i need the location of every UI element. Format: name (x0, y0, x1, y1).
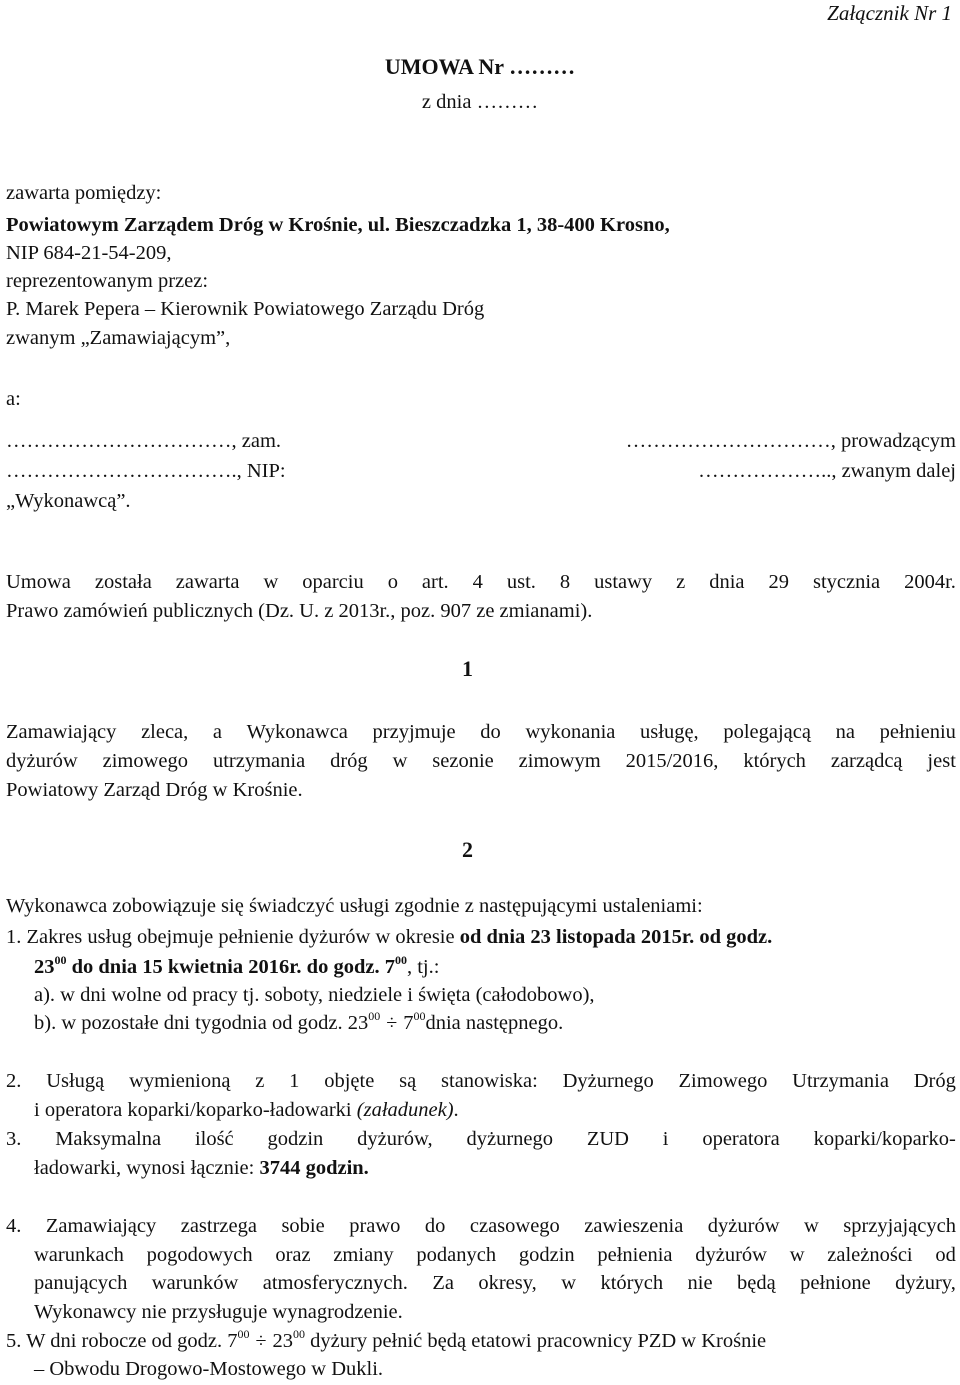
word: utrzymania (212, 750, 306, 772)
word: godzin (518, 1244, 575, 1266)
section-1-line-2 (6, 748, 956, 774)
word: Za (432, 1272, 454, 1294)
word: Utrzymania (792, 1070, 889, 1092)
word: w (263, 571, 279, 593)
word: polegającą (723, 721, 811, 743)
word: Zimowego (678, 1070, 768, 1092)
section-1-line-3: Powiatowy Zarząd Dróg w Krośnie. (6, 779, 303, 801)
word: Zamawiający (45, 1215, 157, 1237)
word: 2. (6, 1070, 22, 1092)
word: zmiany (333, 1244, 394, 1266)
word: ustawy (594, 571, 653, 593)
word: dyżury, (895, 1272, 956, 1294)
word: Maksymalna (55, 1128, 162, 1150)
word: warunków (151, 1272, 239, 1294)
item-4-line-2 (34, 1242, 956, 1268)
word: usługę, (640, 721, 699, 743)
word: dyżurów (6, 750, 78, 772)
item-1-line-1: 1. Zakres usług obejmuje pełnienie dyżurów w okresie od dnia 23 listopada 2015r. od godz. (6, 926, 773, 948)
word: z (676, 571, 686, 593)
contract-date: z dnia ……… (421, 91, 539, 113)
word: koparki/koparko- (813, 1128, 956, 1150)
word: 3. (6, 1128, 22, 1150)
word: ust. (506, 571, 536, 593)
word: ZUD (586, 1128, 629, 1150)
word: 29 (768, 571, 789, 593)
word: zimowym (518, 750, 601, 772)
word: są (399, 1070, 417, 1092)
parties-intro: zawarta pomiędzy: (6, 182, 162, 204)
item-5-line-1: 5. W dni robocze od godz. $7^{00} \div 23^{00}$ dyżury pełnić będą etatowi pracownicy PZD w Krośnie (6, 1327, 767, 1352)
item-1-line-2: $23^{00}$ do dnia 15 kwietnia 2016r. do godz. $7^{00}$, tj.: (34, 953, 440, 978)
contract-title: UMOWA Nr ……… (384, 54, 576, 79)
word: pełnieniu (879, 721, 956, 743)
item-5-line-2: – Obwodu Drogowo-Mostowego w Dukli. (34, 1358, 384, 1380)
word: atmosferycznych. (262, 1272, 408, 1294)
word: wymienioną (129, 1070, 231, 1092)
word: na (835, 721, 855, 743)
contractor-line-3: „Wykonawcą”. (6, 490, 131, 512)
word: do (424, 1215, 446, 1237)
word: zleca, (141, 721, 189, 743)
word: o (387, 571, 398, 593)
word: wykonania (525, 721, 616, 743)
representative: P. Marek Pepera – Kierownik Powiatowego Zarządu Dróg (6, 298, 485, 320)
word: Usługą (46, 1070, 105, 1092)
word: art. (421, 571, 449, 593)
word: 4. (6, 1215, 22, 1237)
item-4-line-4: Wykonawcy nie przysługuje wynagrodzenie. (34, 1301, 403, 1323)
item-1-a: a). w dni wolne od pracy tj. soboty, niedziele i święta (całodobowo), (34, 984, 595, 1006)
contractor-line-2: ……………………………., NIP: ……………….., zwanym dalej (6, 460, 956, 482)
word: oparciu (302, 571, 364, 593)
word: w (803, 1215, 819, 1237)
party1-nip: NIP 684-21-54-209, (6, 242, 172, 264)
called-ordering-party: zwanym „Zamawiającym”, (6, 327, 231, 349)
word: z (255, 1070, 265, 1092)
word: oraz (275, 1244, 311, 1266)
contractor-line-1: ……………………………, zam. …………………………, prowadzącym (6, 430, 956, 452)
word: będą (736, 1272, 776, 1294)
attachment-label: Załącznik Nr 1 (827, 1, 952, 25)
item-2-line-2: i operatora koparki/koparko-ładowarki (załadunek). (34, 1099, 459, 1121)
word: pogodowych (146, 1244, 253, 1266)
word: stycznia (812, 571, 881, 593)
word: Wykonawca (246, 721, 348, 743)
word: 2004r. (904, 571, 956, 593)
word: dróg (330, 750, 368, 772)
word: a (212, 721, 223, 743)
item-3-line-1 (6, 1126, 956, 1152)
item-4-line-3 (34, 1270, 956, 1296)
section-2-intro: Wykonawca zobowiązuje się świadczyć usługi zgodnie z następującymi ustaleniami: (6, 895, 703, 917)
represented-by: reprezentowanym przez: (6, 270, 209, 292)
word: do (480, 721, 501, 743)
word: nie (687, 1272, 713, 1294)
word: warunkach (34, 1244, 124, 1266)
word: 2015/2016, (625, 750, 719, 772)
word: godzin (267, 1128, 324, 1150)
word: zarządcą (830, 750, 903, 772)
word: okresy, (478, 1272, 537, 1294)
word: Dróg (913, 1070, 956, 1092)
word: pełnione (800, 1272, 871, 1294)
and-label: a: (6, 388, 21, 410)
word: i (662, 1128, 669, 1150)
word: zimowego (102, 750, 189, 772)
word: operatora (702, 1128, 780, 1150)
word: przyjmuje (372, 721, 456, 743)
word: 4 (472, 571, 483, 593)
word: w (789, 1244, 805, 1266)
word: sezonie (432, 750, 494, 772)
word: została (94, 571, 152, 593)
section-2-heading: 2 (462, 837, 473, 862)
word: jest (927, 750, 956, 772)
word: objęte (324, 1070, 375, 1092)
word: 1 (289, 1070, 300, 1092)
word: zastrzega (180, 1215, 257, 1237)
word: Zamawiający (6, 721, 117, 743)
word: zawieszenia (584, 1215, 684, 1237)
word: sprzyjających (843, 1215, 956, 1237)
item-1-b: b). w pozostałe dni tygodnia od godz. $23^{00}$ ÷ $7^{00}dnia$ następnego. (34, 1009, 564, 1034)
word: dyżurów (707, 1215, 780, 1237)
word: czasowego (469, 1215, 560, 1237)
word: pełnienia (597, 1244, 673, 1266)
item-4-line-1 (6, 1213, 956, 1239)
word: sobie (281, 1215, 325, 1237)
item-3-line-2: ładowarki, wynosi łącznie: 3744 godzin. (34, 1157, 369, 1179)
word: panujących (34, 1272, 128, 1294)
word: od (935, 1244, 956, 1266)
word: w (561, 1272, 577, 1294)
word: których (743, 750, 806, 772)
word: zawarta (175, 571, 240, 593)
party1-name: Powiatowym Zarządem Dróg w Krośnie, ul. Bieszczadzka 1, 38-400 Krosno, (6, 214, 670, 236)
basis-line-2: Prawo zamówień publicznych (Dz. U. z 2013r., poz. 907 ze zmianami). (6, 600, 593, 622)
word: stanowiska: (441, 1070, 538, 1092)
word: dnia (709, 571, 745, 593)
word: w (392, 750, 408, 772)
section-1-line-1 (6, 719, 956, 745)
word: prawo (349, 1215, 401, 1237)
basis-line-1 (6, 569, 956, 595)
word: Umowa (6, 571, 71, 593)
word: dyżurnego (466, 1128, 553, 1150)
word: podanych (416, 1244, 497, 1266)
word: zależności (827, 1244, 913, 1266)
word: dyżurów, (357, 1128, 433, 1150)
item-2-line-1 (6, 1068, 956, 1094)
word: których (600, 1272, 664, 1294)
word: 8 (559, 571, 571, 593)
word: dyżurów (695, 1244, 767, 1266)
section-1-heading: 1 (462, 656, 473, 681)
word: ilość (194, 1128, 234, 1150)
word: Dyżurnego (562, 1070, 654, 1092)
